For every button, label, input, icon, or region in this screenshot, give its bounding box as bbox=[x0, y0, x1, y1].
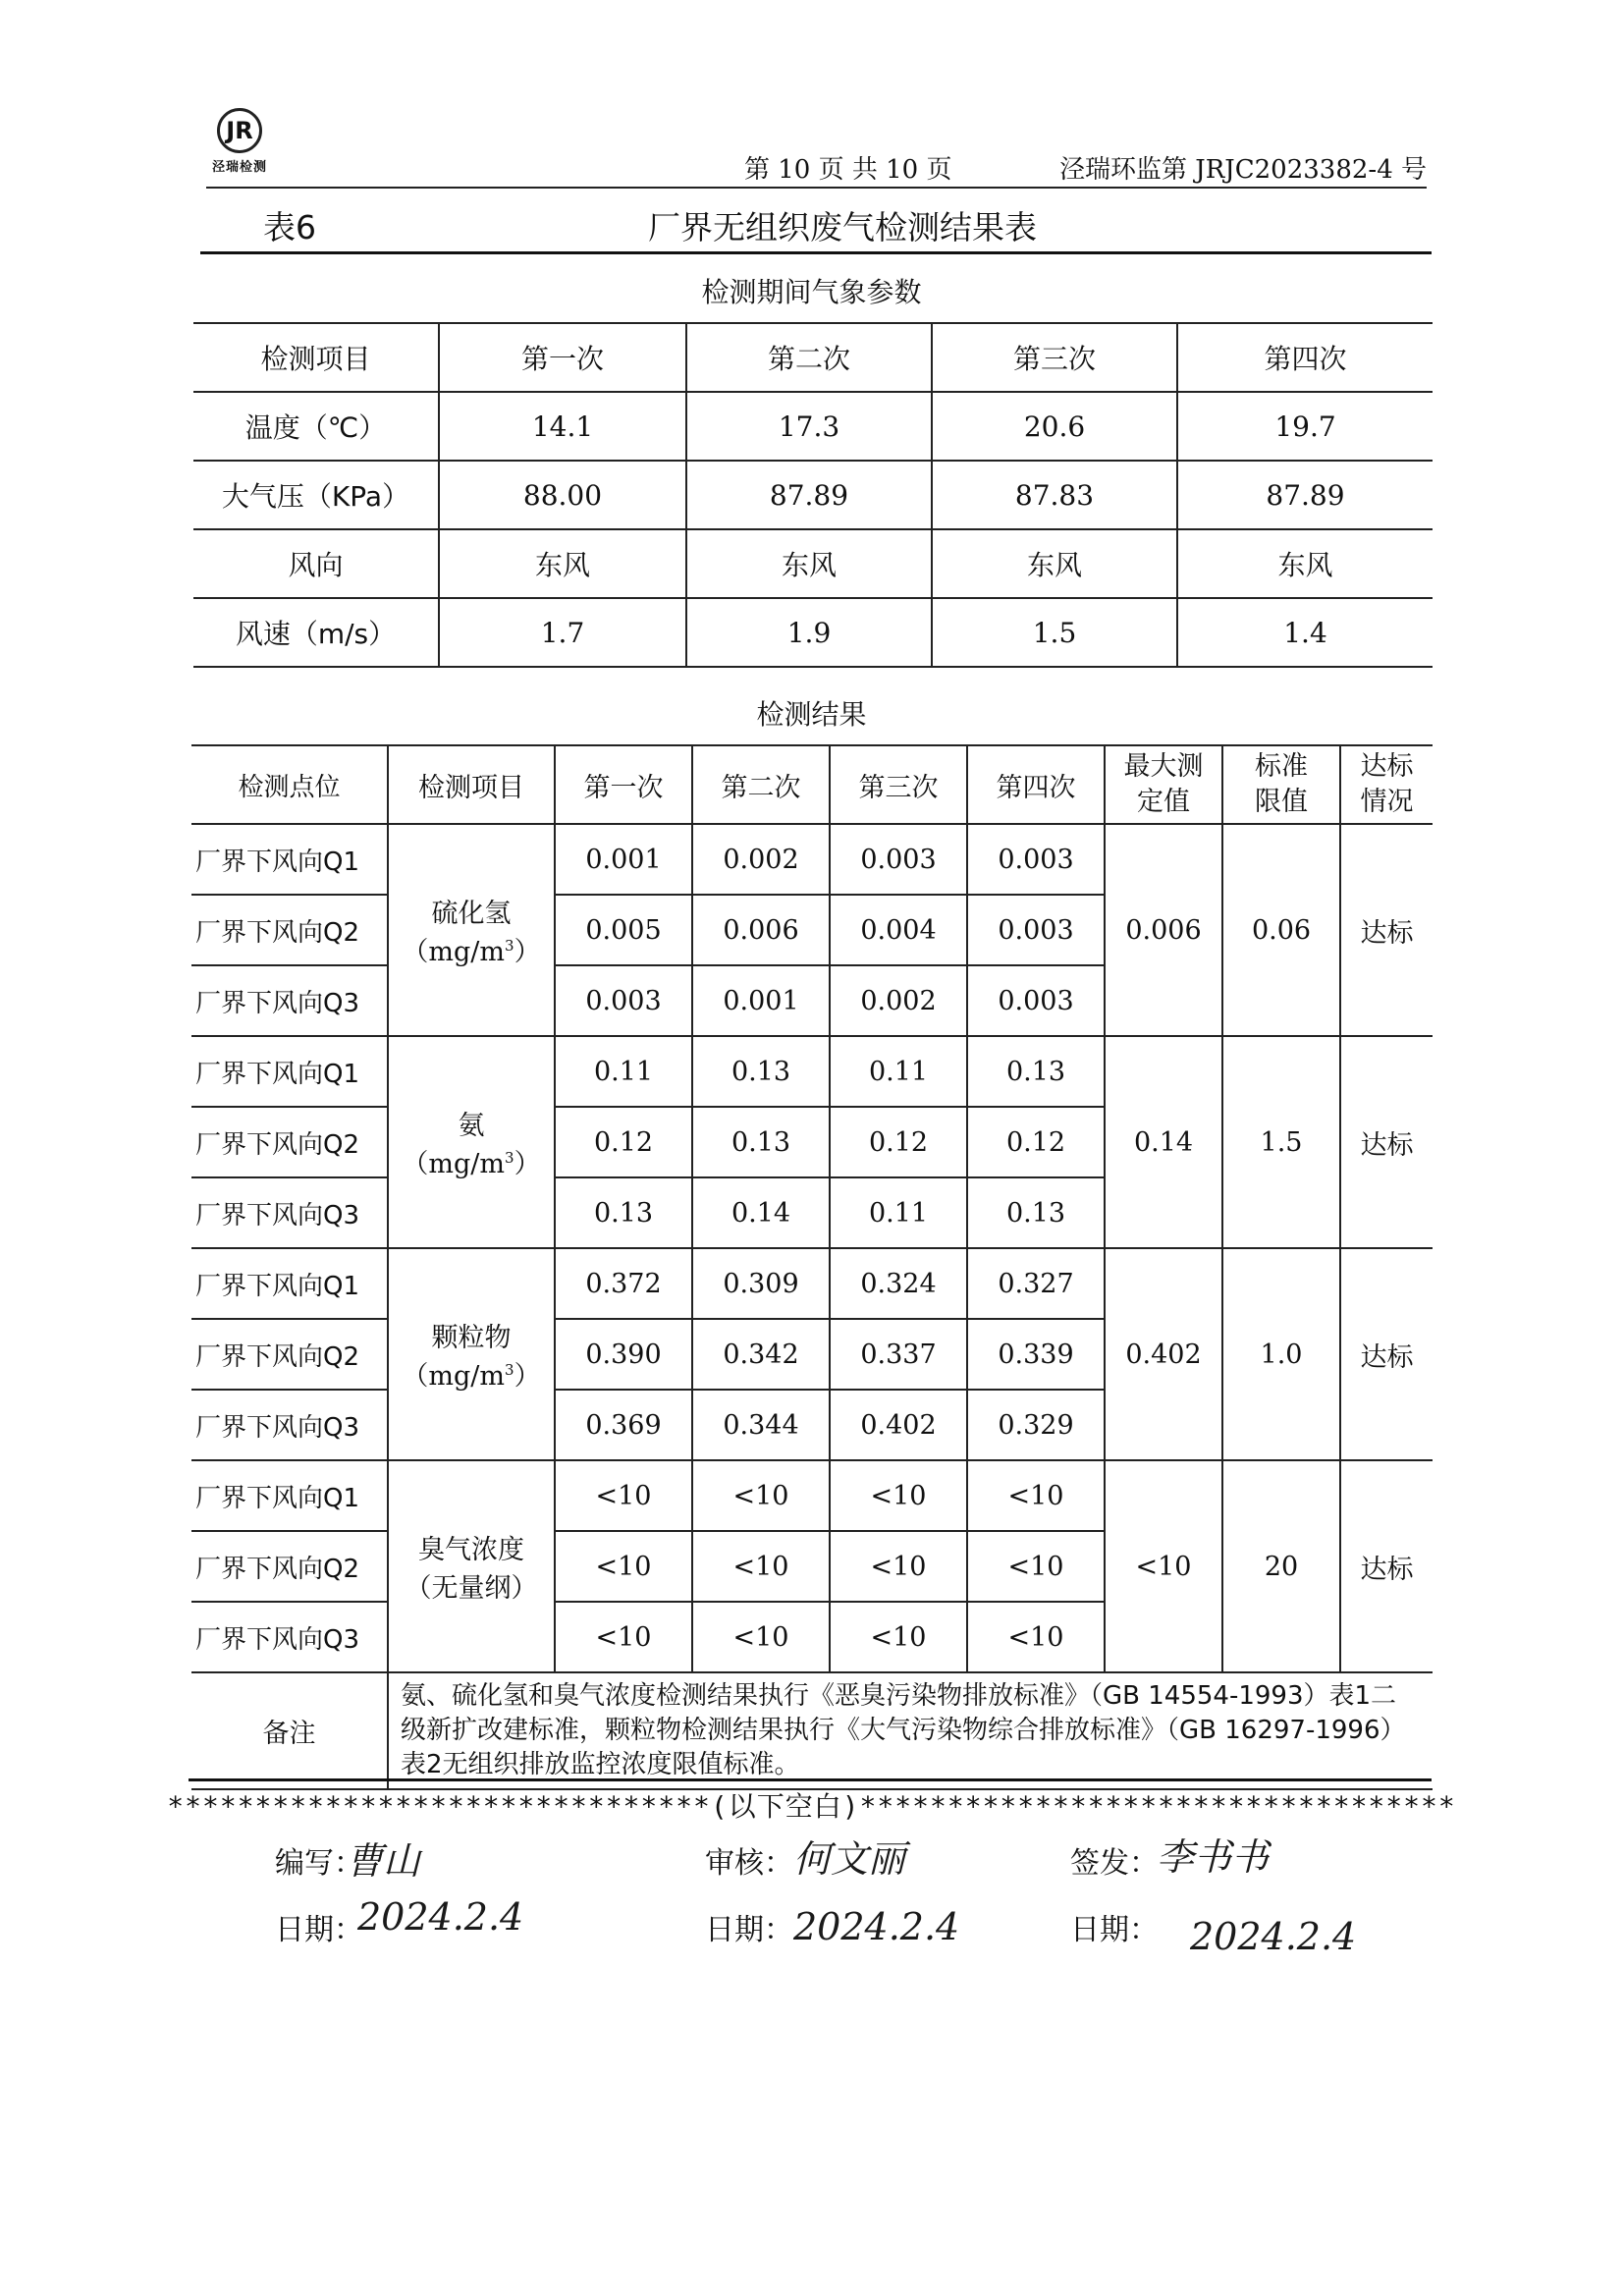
header-compliance-line1: 达标 bbox=[1360, 751, 1414, 782]
header-round-4: 第四次 bbox=[967, 745, 1105, 824]
weather-row bbox=[193, 392, 1433, 461]
weather-param-label: 大气压（KPa） bbox=[193, 461, 439, 529]
date-label: 日期： bbox=[275, 1913, 363, 1947]
weather-row bbox=[193, 461, 1433, 529]
value-cell: 0.14 bbox=[692, 1177, 830, 1248]
max-value-cell: 0.006 bbox=[1105, 824, 1222, 1036]
value-cell: 0.329 bbox=[967, 1390, 1105, 1460]
header-max-line1: 最大测 bbox=[1123, 751, 1204, 782]
header-compliance bbox=[1340, 745, 1433, 824]
value-cell: 0.003 bbox=[830, 824, 967, 895]
table-row bbox=[191, 824, 1433, 895]
pollutant-cell bbox=[388, 1248, 555, 1460]
weather-value: 87.83 bbox=[932, 461, 1177, 529]
weather-value: 1.4 bbox=[1177, 598, 1433, 667]
value-cell: <10 bbox=[967, 1460, 1105, 1531]
site-cell: 厂界下风向Q3 bbox=[191, 965, 388, 1036]
document-title: 厂界无组织废气检测结果表 bbox=[648, 208, 1037, 246]
pollutant-unit: （无量纲） bbox=[405, 1573, 538, 1604]
weather-header-cell: 第一次 bbox=[439, 323, 686, 392]
value-cell: <10 bbox=[692, 1460, 830, 1531]
logo-mark: JR bbox=[217, 108, 262, 153]
blank-below-marker: *******************************(以下空白)********************************** bbox=[167, 1790, 1456, 1823]
weather-header-cell: 第二次 bbox=[686, 323, 932, 392]
reviewed-date: 2024.2.4 bbox=[793, 1905, 960, 1948]
weather-value: 17.3 bbox=[686, 392, 932, 461]
weather-header-cell: 检测项目 bbox=[193, 323, 439, 392]
value-cell: 0.309 bbox=[692, 1248, 830, 1319]
title-rule bbox=[200, 251, 1432, 254]
site-cell: 厂界下风向Q1 bbox=[191, 1460, 388, 1531]
value-cell: 0.11 bbox=[830, 1177, 967, 1248]
header-limit-line2: 限值 bbox=[1255, 787, 1308, 817]
value-cell: 0.13 bbox=[692, 1036, 830, 1107]
value-cell: <10 bbox=[692, 1531, 830, 1602]
header-max-line2: 定值 bbox=[1137, 787, 1190, 817]
table-row bbox=[191, 1460, 1433, 1531]
weather-value: 1.5 bbox=[932, 598, 1177, 667]
header-round-3: 第三次 bbox=[830, 745, 967, 824]
value-cell: 0.003 bbox=[555, 965, 692, 1036]
value-cell: 0.13 bbox=[692, 1107, 830, 1177]
results-table bbox=[191, 744, 1433, 1790]
value-cell: <10 bbox=[967, 1602, 1105, 1672]
value-cell: <10 bbox=[692, 1602, 830, 1672]
results-header-row bbox=[191, 745, 1433, 824]
weather-value: 88.00 bbox=[439, 461, 686, 529]
value-cell: 0.11 bbox=[830, 1036, 967, 1107]
remark-text: 氨、硫化氢和臭气浓度检测结果执行《恶臭污染物排放标准》（GB 14554-1993）表1二级新扩改建标准，颗粒物检测结果执行《大气污染物综合排放标准》（GB 16297-1996）表2无组织排放监控浓度限值标准。 bbox=[388, 1672, 1433, 1789]
value-cell: 0.342 bbox=[692, 1319, 830, 1390]
pollutant-name: 氨 bbox=[458, 1111, 485, 1141]
header-limit-line1: 标准 bbox=[1255, 751, 1308, 782]
value-cell: 0.12 bbox=[555, 1107, 692, 1177]
reviewed-label: 审核： bbox=[705, 1846, 793, 1881]
weather-row bbox=[193, 598, 1433, 667]
value-cell: <10 bbox=[830, 1602, 967, 1672]
weather-param-label: 风速（m/s） bbox=[193, 598, 439, 667]
issued-signature: 李书书 bbox=[1157, 1835, 1270, 1879]
results-section-title: 检测结果 bbox=[756, 698, 867, 731]
value-cell: 0.390 bbox=[555, 1319, 692, 1390]
value-cell: 0.001 bbox=[555, 824, 692, 895]
pollutant-unit: $(mg/m^3)$ bbox=[402, 1361, 541, 1392]
site-cell: 厂界下风向Q3 bbox=[191, 1602, 388, 1672]
weather-header-row bbox=[193, 323, 1433, 392]
site-cell: 厂界下风向Q1 bbox=[191, 1036, 388, 1107]
pollutant-unit: $(mg/m^3)$ bbox=[402, 937, 541, 967]
report-number: 泾瑞环监第 JRJC2023382-4 号 bbox=[1059, 155, 1427, 185]
max-value-cell: 0.402 bbox=[1105, 1248, 1222, 1460]
value-cell: 0.327 bbox=[967, 1248, 1105, 1319]
weather-value: 1.9 bbox=[686, 598, 932, 667]
prepared-signature: 曹山 bbox=[346, 1839, 421, 1883]
max-value-cell: 0.14 bbox=[1105, 1036, 1222, 1248]
site-cell: 厂界下风向Q2 bbox=[191, 1107, 388, 1177]
weather-header-cell: 第四次 bbox=[1177, 323, 1433, 392]
value-cell: 0.324 bbox=[830, 1248, 967, 1319]
weather-value: 87.89 bbox=[1177, 461, 1433, 529]
value-cell: 0.12 bbox=[967, 1107, 1105, 1177]
value-cell: <10 bbox=[830, 1460, 967, 1531]
site-cell: 厂界下风向Q2 bbox=[191, 1319, 388, 1390]
value-cell: 0.12 bbox=[830, 1107, 967, 1177]
pollutant-cell bbox=[388, 1460, 555, 1672]
pollutant-unit: $(mg/m^3)$ bbox=[402, 1149, 541, 1179]
limit-cell: 20 bbox=[1222, 1460, 1340, 1672]
value-cell: <10 bbox=[830, 1531, 967, 1602]
value-cell: 0.002 bbox=[692, 824, 830, 895]
header-rule bbox=[206, 187, 1427, 189]
value-cell: 0.13 bbox=[555, 1177, 692, 1248]
issued-date: 2024.2.4 bbox=[1190, 1915, 1357, 1958]
company-logo bbox=[208, 108, 271, 175]
weather-param-label: 风向 bbox=[193, 529, 439, 598]
weather-value: 20.6 bbox=[932, 392, 1177, 461]
site-cell: 厂界下风向Q2 bbox=[191, 895, 388, 965]
pollutant-name: 硫化氢 bbox=[431, 899, 512, 929]
pollutant-name: 臭气浓度 bbox=[418, 1535, 524, 1565]
header-round-2: 第二次 bbox=[692, 745, 830, 824]
site-cell: 厂界下风向Q1 bbox=[191, 1248, 388, 1319]
weather-value: 1.7 bbox=[439, 598, 686, 667]
date-label: 日期： bbox=[1070, 1913, 1159, 1947]
value-cell: 0.337 bbox=[830, 1319, 967, 1390]
value-cell: 0.003 bbox=[967, 895, 1105, 965]
table-row bbox=[191, 1248, 1433, 1319]
compliance-cell: 达标 bbox=[1340, 1248, 1433, 1460]
table-number: 表6 bbox=[263, 208, 316, 246]
value-cell: 0.13 bbox=[967, 1036, 1105, 1107]
max-value-cell: <10 bbox=[1105, 1460, 1222, 1672]
value-cell: 0.11 bbox=[555, 1036, 692, 1107]
header-limit bbox=[1222, 745, 1340, 824]
value-cell: 0.372 bbox=[555, 1248, 692, 1319]
value-cell: 0.002 bbox=[830, 965, 967, 1036]
header-site: 检测点位 bbox=[191, 745, 388, 824]
value-cell: 0.13 bbox=[967, 1177, 1105, 1248]
weather-table bbox=[193, 322, 1433, 668]
value-cell: 0.339 bbox=[967, 1319, 1105, 1390]
value-cell: 0.369 bbox=[555, 1390, 692, 1460]
pollutant-cell bbox=[388, 1036, 555, 1248]
prepared-label: 编写： bbox=[275, 1846, 363, 1881]
value-cell: 0.004 bbox=[830, 895, 967, 965]
header-round-1: 第一次 bbox=[555, 745, 692, 824]
value-cell: 0.402 bbox=[830, 1390, 967, 1460]
weather-value: 东风 bbox=[1177, 529, 1433, 598]
compliance-cell: 达标 bbox=[1340, 824, 1433, 1036]
value-cell: 0.005 bbox=[555, 895, 692, 965]
remark-label: 备注 bbox=[191, 1672, 388, 1789]
header-compliance-line2: 情况 bbox=[1360, 787, 1414, 817]
value-cell: 0.003 bbox=[967, 965, 1105, 1036]
value-cell: 0.001 bbox=[692, 965, 830, 1036]
prepared-date: 2024.2.4 bbox=[357, 1895, 524, 1939]
pollutant-name: 颗粒物 bbox=[431, 1323, 512, 1353]
weather-value: 19.7 bbox=[1177, 392, 1433, 461]
value-cell: 0.003 bbox=[967, 824, 1105, 895]
site-cell: 厂界下风向Q3 bbox=[191, 1390, 388, 1460]
compliance-cell: 达标 bbox=[1340, 1460, 1433, 1672]
site-cell: 厂界下风向Q2 bbox=[191, 1531, 388, 1602]
value-cell: <10 bbox=[555, 1602, 692, 1672]
value-cell: 0.344 bbox=[692, 1390, 830, 1460]
weather-value: 14.1 bbox=[439, 392, 686, 461]
weather-section-title: 检测期间气象参数 bbox=[701, 276, 922, 308]
end-rule bbox=[189, 1778, 1432, 1781]
page-number: 第 10 页 共 10 页 bbox=[744, 155, 952, 185]
header-max-value bbox=[1105, 745, 1222, 824]
date-label: 日期： bbox=[705, 1913, 793, 1947]
remark-row bbox=[191, 1672, 1433, 1789]
site-cell: 厂界下风向Q3 bbox=[191, 1177, 388, 1248]
issued-label: 签发： bbox=[1070, 1846, 1159, 1881]
reviewed-signature: 何文丽 bbox=[793, 1837, 906, 1881]
weather-row bbox=[193, 529, 1433, 598]
weather-param-label: 温度（℃） bbox=[193, 392, 439, 461]
compliance-cell: 达标 bbox=[1340, 1036, 1433, 1248]
value-cell: 0.006 bbox=[692, 895, 830, 965]
weather-value: 东风 bbox=[932, 529, 1177, 598]
limit-cell: 1.5 bbox=[1222, 1036, 1340, 1248]
logo-text: 泾瑞检测 bbox=[211, 160, 267, 175]
header-item: 检测项目 bbox=[388, 745, 555, 824]
weather-header-cell: 第三次 bbox=[932, 323, 1177, 392]
value-cell: <10 bbox=[967, 1531, 1105, 1602]
site-cell: 厂界下风向Q1 bbox=[191, 824, 388, 895]
limit-cell: 0.06 bbox=[1222, 824, 1340, 1036]
limit-cell: 1.0 bbox=[1222, 1248, 1340, 1460]
weather-value: 87.89 bbox=[686, 461, 932, 529]
table-row bbox=[191, 1036, 1433, 1107]
value-cell: <10 bbox=[555, 1460, 692, 1531]
weather-value: 东风 bbox=[686, 529, 932, 598]
weather-value: 东风 bbox=[439, 529, 686, 598]
pollutant-cell bbox=[388, 824, 555, 1036]
value-cell: <10 bbox=[555, 1531, 692, 1602]
